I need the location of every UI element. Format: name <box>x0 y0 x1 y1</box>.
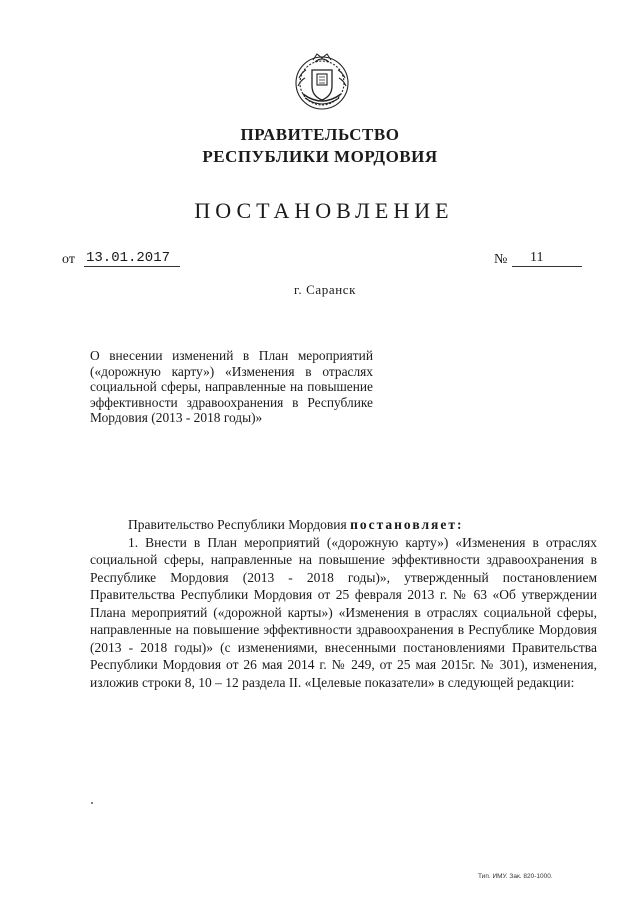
government-name-line1: ПРАВИТЕЛЬСТВО <box>240 125 400 144</box>
date-prefix: от <box>62 252 75 267</box>
document-body <box>90 516 597 691</box>
government-name-line2: РЕСПУБЛИКИ МОРДОВИЯ <box>202 147 438 166</box>
document-type-title: ПОСТАНОВЛЕНИЕ <box>194 198 454 223</box>
city-name: г. Саранск <box>293 282 357 297</box>
scan-speck <box>91 802 93 804</box>
document-number: 11 <box>512 250 582 267</box>
document-date: 13.01.2017 <box>84 250 180 267</box>
paragraph-1: 1. Внести в План мероприятий («дорожную карту») «Изменения в отраслях социальной сферы, направленные на повышение эффективности здравоохранения в Республике Мордовия (2013 - 2018 годы)», утвержденный постановлением Правительства Республики Мордовия от 25 февраля 2013 г. № 63 «Об утверждении Плана мероприятий («дорожной карты») «Изменения в отраслях социальной сферы, направленные на повышение эффективности здравоохранения в Республике Мордовия (2013 - 2018 годы)» (с изменениями, внесенными постановлениями Правительства Республики Мордовия от 26 мая 2014 г. № 249, от 25 мая 2015г. № 301), изменения, изложив строки 8, 10 – 12 раздела II. «Целевые показатели» в следующей редакции: <box>90 534 597 690</box>
number-sign: № <box>494 252 508 267</box>
print-mark: Тип. ИМУ. Зак. 820-1000. <box>478 873 553 880</box>
intro-verb: постановляет: <box>350 517 464 532</box>
intro-text: Правительство Республики Мордовия <box>128 517 347 532</box>
intro-paragraph <box>90 516 597 534</box>
document-subject: О внесении изменений в План мероприятий («дорожную карту») «Изменения в отраслях социальной сферы, направленные на повышение эффективности здравоохранения в Республике Мордовия (2013 - 2018 годы)» <box>90 348 373 426</box>
coat-of-arms-emblem-icon <box>293 50 351 112</box>
